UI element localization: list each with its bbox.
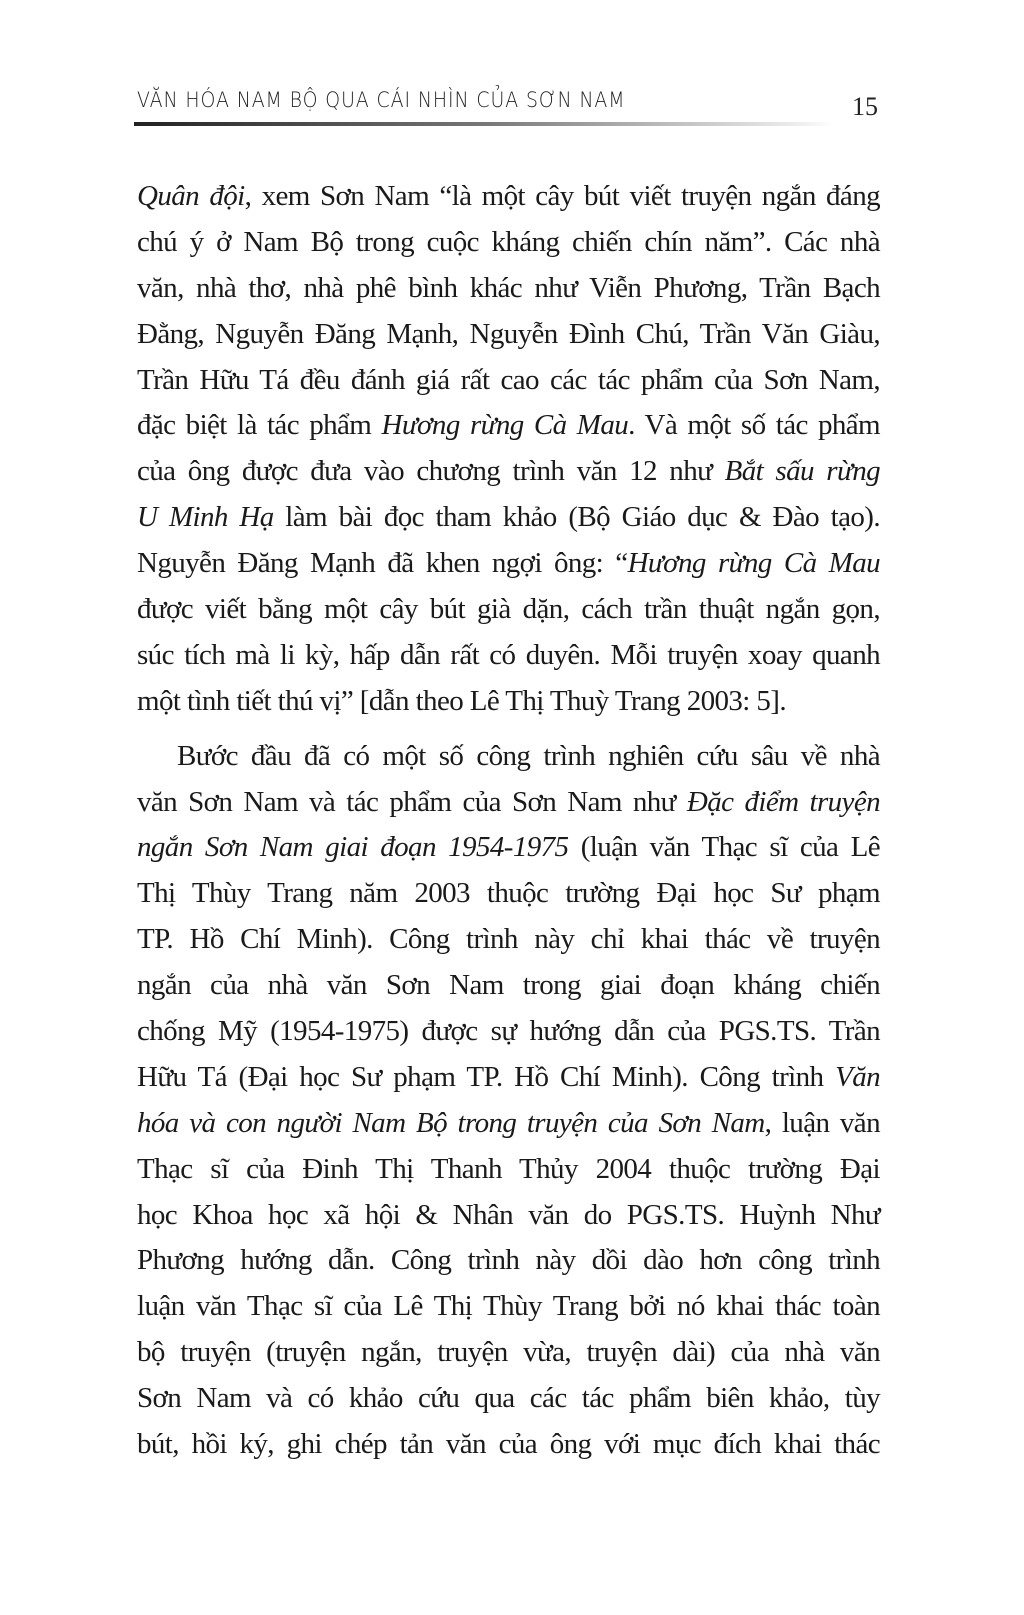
text-line [137,587,880,633]
text-run: súc tích mà li kỳ, hấp dẫn rất có duyên. Mỗi truyện xoay quanh [137,638,880,671]
paragraph [137,174,880,725]
italic-title: Văn [835,1060,880,1093]
text-line [137,825,880,871]
text-line [137,734,880,780]
text-run: TP. Hồ Chí Minh). Công trình này chỉ khai thác về truyện [137,923,880,956]
text-run: văn Sơn Nam và tác phẩm của Sơn Nam như [137,785,687,818]
text-run: Hữu Tá (Đại học Sư phạm TP. Hồ Chí Minh). Công trình [137,1060,836,1093]
text-line [137,679,880,725]
text-line [137,1376,880,1422]
header-rule [134,122,834,126]
text-line [137,1009,880,1055]
text-line [137,871,880,917]
text-run: chú ý ở Nam Bộ trong cuộc kháng chiến chín năm”. Các nhà [137,225,880,258]
italic-title: Hương rừng Cà Mau [381,409,629,442]
italic-title: Bắt sấu rừng [724,455,880,488]
text-run: Trần Hữu Tá đều đánh giá rất cao các tác phẩm của Sơn Nam, [137,363,880,396]
body-text [137,174,880,1477]
text-line [137,1422,880,1468]
text-line [137,1147,880,1193]
text-line [137,220,880,266]
text-line [137,174,880,220]
text-line [137,1193,880,1239]
text-run: của ông được đưa vào chương trình văn 12 như [137,455,725,488]
text-line [137,312,880,358]
text-line [137,1330,880,1376]
page-number: 15 [852,92,878,121]
text-run: (luận văn Thạc sĩ của Lê [568,831,880,864]
text-line [137,1055,880,1101]
text-run: Thạc sĩ của Đinh Thị Thanh Thủy 2004 thuộc trường Đại [137,1152,880,1185]
text-run: đặc biệt là tác phẩm [137,409,382,442]
text-run: luận văn Thạc sĩ của Lê Thị Thùy Trang bởi nó khai thác toàn [137,1290,880,1323]
text-run: Sơn Nam và có khảo cứu qua các tác phẩm biên khảo, tùy [137,1382,880,1415]
text-run: bộ truyện (truyện ngắn, truyện vừa, truyện dài) của nhà văn [137,1336,880,1369]
italic-title: Hương rừng Cà Mau [627,547,880,580]
paragraph [137,734,880,1468]
italic-title: U Minh Hạ [137,501,274,534]
text-run: làm bài đọc tham khảo (Bộ Giáo dục & Đào tạo). [273,501,880,534]
italic-title: ngắn Sơn Nam giai đoạn 1954-1975 [137,831,569,864]
text-run: Đằng, Nguyễn Đăng Mạnh, Nguyễn Đình Chú, Trần Văn Giàu, [137,317,880,350]
text-line [137,917,880,963]
text-run: học Khoa học xã hội & Nhân văn do PGS.TS. Huỳnh Như [137,1198,880,1231]
text-run: bút, hồi ký, ghi chép tản văn của ông với mục đích khai thác [137,1428,880,1461]
italic-title: Quân đội [137,180,245,212]
text-line [137,266,880,312]
text-run: văn, nhà thơ, nhà phê bình khác như Viễn Phương, Trần Bạch [137,271,880,304]
text-line [137,358,880,404]
text-line [137,1101,880,1147]
italic-title: Đặc điểm truyện [686,785,880,818]
text-run: chống Mỹ (1954-1975) được sự hướng dẫn của PGS.TS. Trần [137,1015,880,1048]
text-line [137,495,880,541]
text-line [137,1284,880,1330]
running-head: VĂN HÓA NAM BỘ QUA CÁI NHÌN CỦA SƠN NAM [137,88,626,112]
text-run: ngắn của nhà văn Sơn Nam trong giai đoạn kháng chiến [137,969,880,1002]
text-line [137,449,880,495]
text-run: . Và một số tác phẩm [628,409,880,442]
text-line [137,963,880,1009]
text-line [137,541,880,587]
text-run: Nguyễn Đăng Mạnh đã khen ngợi ông: “ [137,547,628,580]
italic-title: hóa và con người Nam Bộ trong truyện của Sơn Nam [137,1106,765,1139]
text-run: một tình tiết thú vị” [dẫn theo Lê Thị Thuỳ Trang 2003: 5]. [137,684,787,717]
text-run: được viết bằng một cây bút già dặn, cách trần thuật ngắn gọn, [137,593,880,626]
text-run: , luận văn [764,1106,880,1139]
text-line [137,780,880,826]
text-run: Bước đầu đã có một số công trình nghiên cứu sâu về nhà [177,739,880,772]
text-line [137,403,880,449]
text-run: Thị Thùy Trang năm 2003 thuộc trường Đại học Sư phạm [137,877,880,910]
text-line [137,633,880,679]
text-run: Phương hướng dẫn. Công trình này dồi dào hơn công trình [137,1244,880,1277]
text-line [137,1238,880,1284]
text-run: , xem Sơn Nam “là một cây bút viết truyện ngắn đáng [244,180,880,212]
